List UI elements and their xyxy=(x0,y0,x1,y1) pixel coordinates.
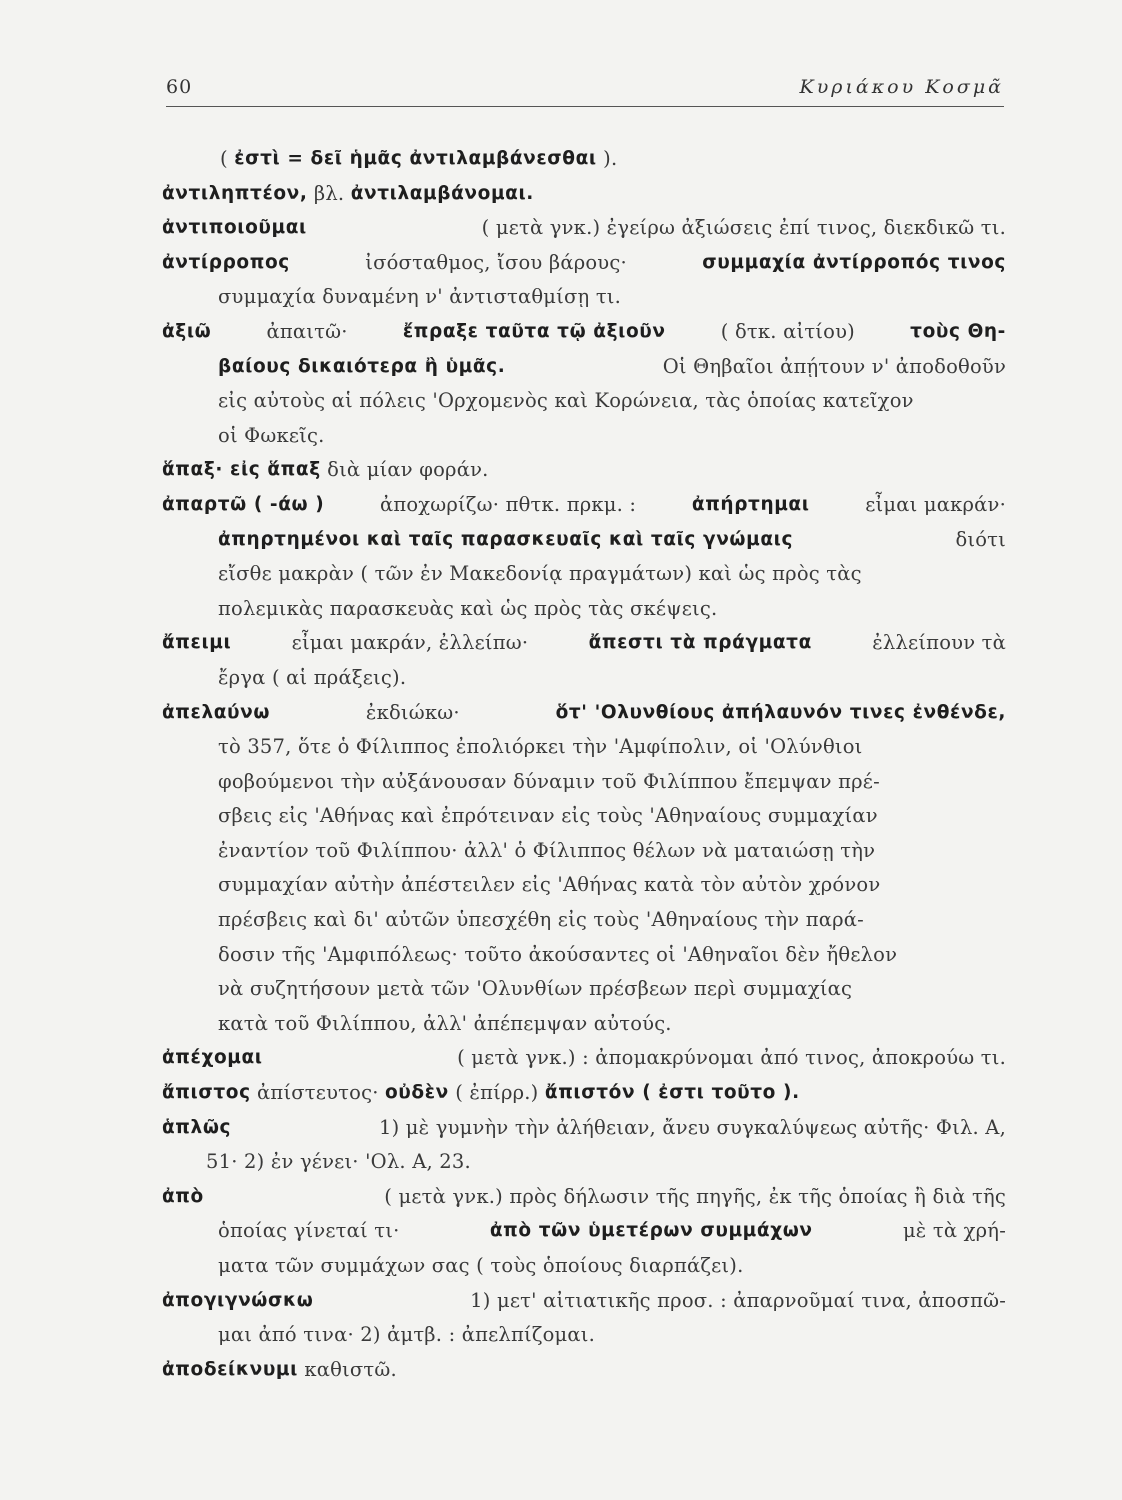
text-line xyxy=(162,1318,1006,1353)
text-line xyxy=(162,246,1006,281)
definition-text: δοσιν τῆς 'Αμφιπόλεως· τοῦτο ἀκούσαντες οἱ 'Αθηναῖοι δὲν ἤθελον xyxy=(218,942,898,966)
definition-text: 1) μετ' αἰτιατικῆς προσ. : ἀπαρνοῦμαί τινα, ἀποσπῶ- xyxy=(470,1288,1006,1312)
headword-bold: ἀπηρτημένοι καὶ ταῖς παρασκευαῖς καὶ ταῖς γνώμαις xyxy=(218,528,794,550)
text-line xyxy=(162,1353,1006,1388)
text-line xyxy=(162,938,1006,973)
text-line xyxy=(162,1284,1006,1319)
headword-bold: ἀπαρτῶ ( -άω ) xyxy=(162,493,325,515)
text-line xyxy=(162,315,1006,350)
text-line xyxy=(162,350,1006,385)
headword-bold: ἀντιποιοῦμαι xyxy=(162,217,307,239)
text-line xyxy=(162,1007,1006,1042)
headword-bold: ἔπραξε ταῦτα τῷ ἀξιοῦν xyxy=(402,320,666,342)
definition-text: διὰ μίαν φοράν. xyxy=(320,458,489,482)
page-number: 60 xyxy=(166,76,193,98)
definition-text: ( μετὰ γνκ.) ἐγείρω ἀξιώσεις ἐπί τινος, διεκδικῶ τι. xyxy=(481,216,1006,240)
headword-bold: ὅτ' 'Ολυνθίους ἀπήλαυνόν τινες ἐνθένδε, xyxy=(555,701,1006,723)
headword-bold: ἅπαξ· εἰς ἅπαξ xyxy=(162,459,321,481)
definition-text: καθιστῶ. xyxy=(297,1357,397,1381)
definition-text: ( μετὰ γνκ.) : ἀπομακρύνομαι ἀπό τινος, ἀποκρούω τι. xyxy=(457,1046,1006,1070)
definition-text: συμμαχίαν αὐτὴν ἀπέστειλεν εἰς 'Αθήνας κατὰ τὸν αὐτὸν χρόνον xyxy=(218,873,881,897)
text-line xyxy=(162,1249,1006,1284)
text-line xyxy=(162,142,1006,177)
definition-text: ( ἐπίρρ.) xyxy=(448,1081,545,1105)
definition-text: ἐναντίον τοῦ Φιλίππου· ἀλλ' ὁ Φίλιππος θέλων νὰ ματαιώσῃ τὴν xyxy=(218,838,876,862)
definition-text: εἴσθε μακρὰν ( τῶν ἐν Μακεδονίᾳ πραγμάτων) καὶ ὡς πρὸς τὰς xyxy=(218,562,862,586)
definition-text: μὲ τὰ χρή- xyxy=(902,1219,1006,1243)
text-line xyxy=(162,488,1006,523)
definition-text: διότι xyxy=(955,527,1006,551)
text-line xyxy=(162,799,1006,834)
definition-text: ἰσόσταθμος, ἴσου βάρους· xyxy=(365,250,627,274)
text-line xyxy=(162,1214,1006,1249)
text-line xyxy=(162,1111,1006,1146)
text-line xyxy=(162,177,1006,212)
text-line xyxy=(162,1180,1006,1215)
text-line xyxy=(162,661,1006,696)
text-line xyxy=(162,557,1006,592)
text-line xyxy=(162,696,1006,731)
text-line xyxy=(162,211,1006,246)
definition-text: βλ. xyxy=(307,181,351,205)
headword-bold: ἄπιστόν ( ἐστι τοῦτο ). xyxy=(544,1082,800,1104)
definition-text: μαι ἀπό τινα· 2) ἀμτβ. : ἀπελπίζομαι. xyxy=(218,1323,596,1347)
headword-bold: ἐστὶ = δεῖ ἡμᾶς ἀντιλαμβάνεσθαι xyxy=(234,148,597,169)
headword-bold: ἀπέχομαι xyxy=(162,1047,263,1069)
definition-text: φοβούμενοι τὴν αὐξάνουσαν δύναμιν τοῦ Φιλίππου ἔπεμψαν πρέ- xyxy=(218,769,880,793)
headword-bold: ἀπήρτημαι xyxy=(691,493,810,515)
definition-text: ). xyxy=(596,147,618,170)
definition-text: εἰς αὐτοὺς αἱ πόλεις 'Ορχομενὸς καὶ Κορώνεια, τὰς ὁποίας κατεῖχον xyxy=(218,389,914,413)
definition-text: ἐκδιώκω· xyxy=(365,700,460,724)
headword-bold: ἄπειμι xyxy=(162,632,232,654)
text-line xyxy=(162,972,1006,1007)
definition-text: ἔργα ( αἱ πράξεις). xyxy=(218,665,407,689)
headword-bold: βαίους δικαιότερα ἢ ὑμᾶς. xyxy=(218,355,506,377)
headword-bold: ἀποδείκνυμι xyxy=(162,1358,298,1380)
headword-bold: ἀντιλαμβάνομαι. xyxy=(350,182,534,204)
headword-bold: συμμαχία ἀντίρροπός τινος xyxy=(702,251,1006,273)
text-line xyxy=(162,453,1006,488)
definition-text: σβεις εἰς 'Αθήνας καὶ ἐπρότειναν εἰς τοὺς 'Αθηναίους συμμαχίαν xyxy=(218,804,878,828)
definition-text: Οἱ Θηβαῖοι ἀπῄτουν ν' ἀποδοθοῦν xyxy=(662,354,1006,378)
definition-text: ἀπίστευτος· xyxy=(250,1081,385,1105)
text-line xyxy=(162,592,1006,627)
definition-text: ὁποίας γίνεταί τι· xyxy=(218,1219,400,1243)
text-line xyxy=(162,868,1006,903)
headword-bold: ἄπιστος xyxy=(162,1082,251,1104)
definition-text: πρέσβεις καὶ δι' αὐτῶν ὑπεσχέθη εἰς τοὺς 'Αθηναίους τὴν παρά- xyxy=(218,908,864,932)
text-line xyxy=(162,730,1006,765)
definition-text: συμμαχία δυναμένη ν' ἀντισταθμίσῃ τι. xyxy=(218,285,622,309)
text-line xyxy=(162,419,1006,454)
text-line xyxy=(162,903,1006,938)
definition-text: εἶμαι μακράν, ἐλλείπω· xyxy=(291,631,529,655)
headword-bold: ἀπελαύνω xyxy=(162,701,271,723)
headword-bold: ἀντίρροπος xyxy=(162,251,290,273)
page-header xyxy=(166,72,1004,107)
headword-bold: ἀξιῶ xyxy=(162,320,212,342)
definition-text: τὸ 357, ὅτε ὁ Φίλιππος ἐπολιόρκει τὴν 'Αμφίπολιν, οἱ 'Ολύνθιοι xyxy=(218,735,863,759)
definition-text: νὰ συζητήσουν μετὰ τῶν 'Ολυνθίων πρέσβεων περὶ συμμαχίας xyxy=(218,977,853,1001)
definition-text: ματα τῶν συμμάχων σας ( τοὺς ὁποίους διαρπάζει). xyxy=(218,1254,744,1277)
definition-text: 1) μὲ γυμνὴν τὴν ἀλήθειαν, ἄνευ συγκαλύψεως αὐτῆς· Φιλ. Α, xyxy=(378,1115,1006,1139)
text-line xyxy=(162,626,1006,661)
headword-bold: ἀπὸ xyxy=(162,1185,204,1207)
definition-text: ἀποχωρίζω· πθτκ. πρκμ. : xyxy=(379,492,637,516)
headword-bold: οὐδὲν xyxy=(385,1082,449,1104)
text-line xyxy=(162,765,1006,800)
definition-text: εἶμαι μακράν· xyxy=(865,492,1006,516)
definition-text: ( μετὰ γνκ.) πρὸς δήλωσιν τῆς πηγῆς, ἐκ τῆς ὁποίας ἢ διὰ τῆς xyxy=(384,1184,1006,1208)
text-line xyxy=(162,834,1006,869)
definition-text: ( xyxy=(220,147,235,170)
headword-bold: ἄπεστι τὰ πράγματα xyxy=(588,632,812,654)
headword-bold: ἀπογιγνώσκω xyxy=(162,1289,314,1311)
definition-text: ἀπαιτῶ· xyxy=(266,319,348,343)
definition-text: οἱ Φωκεῖς. xyxy=(218,423,325,447)
text-line xyxy=(162,1076,1006,1111)
text-line xyxy=(162,384,1006,419)
text-line xyxy=(162,1145,1006,1180)
text-line xyxy=(162,280,1006,315)
definition-text: κατὰ τοῦ Φιλίππου, ἀλλ' ἀπέπεμψαν αὐτούς. xyxy=(218,1011,672,1035)
headword-bold: ἀντιληπτέον, xyxy=(162,182,308,204)
text-line xyxy=(162,1041,1006,1076)
headword-bold: ἁπλῶς xyxy=(162,1116,232,1138)
definition-text: ἐλλείπουν τὰ xyxy=(872,631,1006,655)
running-title: Κυριάκου Κοσμᾶ xyxy=(799,76,1004,98)
headword-bold: τοὺς Θη- xyxy=(910,320,1006,342)
definition-text: 51· 2) ἐν γένει· 'Ολ. Α, 23. xyxy=(206,1150,471,1174)
definition-text: πολεμικὰς παρασκευὰς καὶ ὡς πρὸς τὰς σκέψεις. xyxy=(218,596,718,620)
text-line xyxy=(162,523,1006,558)
dictionary-entries xyxy=(162,142,1006,1387)
headword-bold: ἀπὸ τῶν ὑμετέρων συμμάχων xyxy=(489,1220,813,1242)
definition-text: ( δτκ. αἰτίου) xyxy=(720,319,855,343)
